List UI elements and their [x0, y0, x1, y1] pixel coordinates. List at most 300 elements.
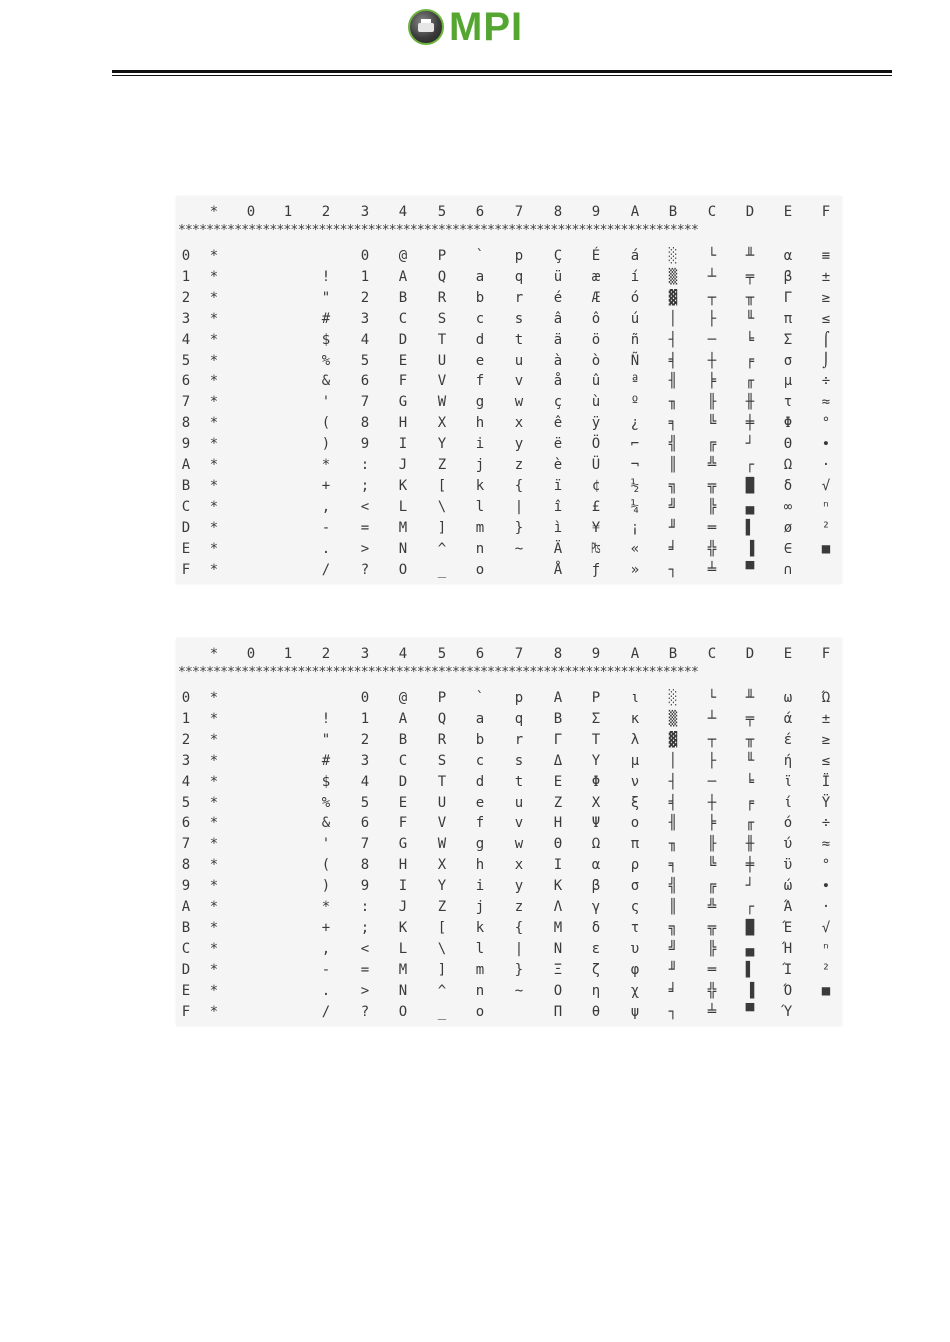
- char-cell: ╘: [745, 331, 755, 348]
- char-cell: º: [630, 394, 640, 411]
- char-cell: ≈: [821, 394, 831, 411]
- char-cell: ρ: [630, 857, 640, 874]
- char-cell: ì: [553, 519, 563, 536]
- char-cell: ╝: [668, 940, 678, 957]
- char-cell: ⁿ: [821, 498, 831, 515]
- char-cell: X: [591, 794, 601, 811]
- char-cell: ╜: [668, 961, 678, 978]
- char-cell: ∙: [821, 878, 831, 895]
- column-header: 9: [591, 204, 601, 220]
- column-header: 8: [553, 204, 563, 220]
- char-cell: g: [475, 394, 485, 411]
- char-cell: ╨: [745, 248, 755, 264]
- char-cell: ⌐: [630, 436, 640, 453]
- char-cell: ½: [630, 477, 640, 494]
- char-cell: _: [437, 561, 447, 578]
- char-cell: ): [321, 436, 331, 453]
- char-cell: -: [321, 961, 331, 978]
- char-cell: k: [475, 919, 485, 936]
- column-header: 3: [360, 646, 370, 662]
- char-cell: *: [209, 794, 219, 811]
- char-cell: Ί: [783, 961, 793, 978]
- char-cell: ö: [591, 331, 601, 348]
- char-cell: ': [321, 836, 331, 853]
- column-header: F: [821, 204, 831, 220]
- char-cell: ╪: [745, 857, 755, 874]
- char-cell: ─: [707, 773, 717, 790]
- char-cell: ô: [591, 310, 601, 327]
- char-cell: X: [437, 415, 447, 432]
- char-cell: Ά: [783, 899, 793, 915]
- column-header: 7: [514, 646, 524, 662]
- char-cell: q: [514, 268, 524, 285]
- column-header: E: [783, 204, 793, 220]
- column-header: 7: [514, 204, 524, 220]
- char-cell: ■: [821, 540, 831, 557]
- char-cell: è: [553, 457, 563, 473]
- char-cell: w: [514, 836, 524, 853]
- column-header: D: [745, 204, 755, 220]
- char-cell: └: [707, 248, 717, 264]
- char-cell: ω: [783, 690, 793, 706]
- char-cell: *: [209, 477, 219, 494]
- char-cell: ú: [630, 310, 640, 327]
- char-cell: y: [514, 878, 524, 895]
- char-cell: é: [553, 289, 563, 306]
- char-cell: !: [321, 710, 331, 727]
- char-cell: o: [630, 815, 640, 832]
- char-cell: E: [398, 794, 408, 811]
- char-cell: 1: [360, 268, 370, 285]
- char-cell: °: [821, 415, 831, 432]
- column-header: C: [707, 204, 717, 220]
- char-cell: Ç: [553, 248, 563, 264]
- char-cell: σ: [783, 352, 793, 369]
- char-cell: N: [398, 540, 408, 557]
- char-cell: ²: [821, 519, 831, 536]
- char-cell: ▀: [745, 561, 755, 578]
- char-cell: ╕: [668, 857, 678, 874]
- char-cell: +: [321, 919, 331, 936]
- char-cell: ┤: [668, 331, 678, 348]
- char-cell: ╧: [707, 561, 717, 578]
- char-cell: J: [398, 899, 408, 915]
- char-cell: P: [437, 248, 447, 264]
- char-cell: ┼: [707, 352, 717, 369]
- char-cell: Å: [553, 561, 563, 578]
- column-header: 6: [475, 204, 485, 220]
- char-cell: ₧: [591, 540, 601, 557]
- char-cell: 2: [360, 289, 370, 306]
- char-cell: *: [209, 857, 219, 874]
- char-cell: ÷: [821, 815, 831, 832]
- char-cell: ┤: [668, 773, 678, 790]
- char-cell: ╠: [707, 498, 717, 515]
- char-cell: F: [398, 815, 408, 832]
- char-cell: 2: [360, 731, 370, 748]
- char-cell: °: [821, 857, 831, 874]
- char-cell: ¬: [630, 457, 640, 473]
- char-cell: √: [821, 919, 831, 936]
- char-cell: -: [321, 519, 331, 536]
- char-cell: K: [398, 477, 408, 494]
- char-cell: e: [475, 352, 485, 369]
- char-cell: ï: [553, 477, 563, 494]
- char-cell: Φ: [591, 773, 601, 790]
- char-cell: ñ: [630, 331, 640, 348]
- char-cell: C: [398, 310, 408, 327]
- char-cell: █: [745, 477, 755, 494]
- char-cell: o: [475, 561, 485, 578]
- char-cell: Ό: [783, 982, 793, 999]
- char-cell: 0: [360, 690, 370, 706]
- char-cell: ώ: [783, 878, 793, 895]
- char-cell: 4: [360, 773, 370, 790]
- char-cell: Ψ: [591, 815, 601, 832]
- char-cell: ╣: [668, 878, 678, 895]
- char-cell: $: [321, 331, 331, 348]
- char-cell: a: [475, 710, 485, 727]
- char-cell: *: [209, 394, 219, 411]
- char-cell: î: [553, 498, 563, 515]
- char-cell: ╬: [707, 982, 717, 999]
- char-cell: χ: [630, 982, 640, 999]
- char-cell: │: [668, 752, 678, 769]
- header-rule-thin: [112, 75, 892, 76]
- char-cell: ü: [553, 268, 563, 285]
- char-cell: j: [475, 899, 485, 915]
- char-cell: â: [553, 310, 563, 327]
- char-cell: L: [398, 940, 408, 957]
- code-page-table-2: [176, 638, 842, 1026]
- char-cell: {: [514, 919, 524, 936]
- column-header: 8: [553, 646, 563, 662]
- char-cell: ¿: [630, 415, 640, 432]
- char-cell: ╛: [668, 982, 678, 999]
- char-cell: ┐: [668, 1003, 678, 1020]
- char-cell: S: [437, 310, 447, 327]
- char-cell: £: [591, 498, 601, 515]
- char-cell: û: [591, 373, 601, 390]
- char-cell: ∙: [821, 436, 831, 453]
- char-cell: ─: [707, 331, 717, 348]
- char-cell: N: [398, 982, 408, 999]
- char-cell: ∞: [783, 498, 793, 515]
- char-cell: ╣: [668, 436, 678, 453]
- header-rule: [112, 70, 892, 73]
- char-cell: ⌠: [821, 331, 831, 348]
- char-cell: ╩: [707, 899, 717, 915]
- char-cell: A: [553, 690, 563, 706]
- char-cell: ╟: [707, 394, 717, 411]
- char-cell: ~: [514, 540, 524, 557]
- char-cell: 7: [360, 836, 370, 853]
- char-cell: ╒: [745, 794, 755, 811]
- char-cell: Π: [553, 1003, 563, 1020]
- char-cell: Z: [437, 457, 447, 473]
- char-cell: ": [321, 731, 331, 748]
- char-cell: W: [437, 394, 447, 411]
- char-cell: ¢: [591, 477, 601, 494]
- char-cell: ╡: [668, 794, 678, 811]
- char-cell: }: [514, 961, 524, 978]
- column-header: 3: [360, 204, 370, 220]
- char-cell: *: [209, 248, 219, 264]
- char-cell: ╛: [668, 540, 678, 557]
- row-header: 2: [181, 289, 191, 306]
- char-cell: ░: [668, 690, 678, 706]
- char-cell: O: [398, 1003, 408, 1020]
- char-cell: ⌡: [821, 352, 831, 369]
- char-cell: ▐: [745, 982, 755, 999]
- row-header: 8: [181, 857, 191, 874]
- char-cell: *: [209, 310, 219, 327]
- char-cell: m: [475, 961, 485, 978]
- char-cell: a: [475, 268, 485, 285]
- char-cell: G: [398, 836, 408, 853]
- char-cell: @: [398, 248, 408, 264]
- char-cell: z: [514, 457, 524, 473]
- char-cell: *: [209, 352, 219, 369]
- char-cell: ╡: [668, 352, 678, 369]
- char-cell: =: [360, 961, 370, 978]
- char-cell: ┴: [707, 710, 717, 727]
- char-cell: \: [437, 940, 447, 957]
- char-cell: i: [475, 878, 485, 895]
- column-header: D: [745, 646, 755, 662]
- char-cell: s: [514, 752, 524, 769]
- char-cell: #: [321, 310, 331, 327]
- char-cell: 6: [360, 815, 370, 832]
- char-cell: ·: [821, 899, 831, 915]
- char-cell: ⁿ: [821, 940, 831, 957]
- char-cell: h: [475, 857, 485, 874]
- char-cell: ν: [630, 773, 640, 790]
- char-cell: g: [475, 836, 485, 853]
- char-cell: R: [437, 731, 447, 748]
- char-cell: ╨: [745, 690, 755, 706]
- char-cell: ,: [321, 940, 331, 957]
- char-cell: O: [553, 982, 563, 999]
- char-cell: ê: [553, 415, 563, 432]
- char-cell: ╫: [745, 836, 755, 853]
- column-header: 0: [246, 646, 256, 662]
- char-cell: ç: [553, 394, 563, 411]
- char-cell: :: [360, 457, 370, 473]
- char-cell: ~: [514, 982, 524, 999]
- char-cell: Έ: [783, 919, 793, 936]
- row-header: E: [181, 982, 191, 999]
- char-cell: Θ: [783, 436, 793, 453]
- char-cell: f: [475, 815, 485, 832]
- char-cell: λ: [630, 731, 640, 748]
- char-cell: ╘: [745, 773, 755, 790]
- char-cell: V: [437, 373, 447, 390]
- char-cell: Y: [591, 752, 601, 769]
- char-cell: M: [398, 961, 408, 978]
- char-cell: ±: [821, 268, 831, 285]
- char-cell: *: [209, 982, 219, 999]
- char-cell: *: [209, 561, 219, 578]
- char-cell: ": [321, 289, 331, 306]
- char-cell: ή: [783, 752, 793, 769]
- char-cell: ┬: [707, 731, 717, 748]
- char-cell: ό: [783, 815, 793, 832]
- char-cell: *: [209, 815, 219, 832]
- char-cell: $: [321, 773, 331, 790]
- char-cell: *: [209, 899, 219, 915]
- char-cell: å: [553, 373, 563, 390]
- separator-line: **************************************************************************: [178, 223, 698, 238]
- char-cell: φ: [630, 961, 640, 978]
- char-cell: @: [398, 690, 408, 706]
- char-cell: η: [591, 982, 601, 999]
- char-cell: τ: [630, 919, 640, 936]
- char-cell: *: [209, 540, 219, 557]
- char-cell: *: [209, 836, 219, 853]
- char-cell: ╥: [745, 731, 755, 748]
- row-header: 7: [181, 836, 191, 853]
- char-cell: ψ: [630, 1003, 640, 1020]
- char-cell: ╚: [707, 415, 717, 432]
- char-cell: ÿ: [591, 415, 601, 432]
- char-cell: G: [398, 394, 408, 411]
- char-cell: v: [514, 815, 524, 832]
- char-cell: ≥: [821, 289, 831, 306]
- char-cell: M: [553, 919, 563, 936]
- char-cell: Θ: [553, 836, 563, 853]
- char-cell: T: [437, 773, 447, 790]
- char-cell: *: [209, 331, 219, 348]
- char-cell: █: [745, 919, 755, 936]
- char-cell: :: [360, 899, 370, 915]
- char-cell: ╜: [668, 519, 678, 536]
- char-cell: δ: [783, 477, 793, 494]
- char-cell: ╬: [707, 540, 717, 557]
- char-cell: ù: [591, 394, 601, 411]
- char-cell: ▌: [745, 519, 755, 536]
- char-cell: ∈: [783, 540, 793, 557]
- char-cell: E: [398, 352, 408, 369]
- char-cell: *: [209, 1003, 219, 1020]
- char-cell: =: [360, 519, 370, 536]
- char-cell: O: [398, 561, 408, 578]
- char-cell: 7: [360, 394, 370, 411]
- char-cell: T: [591, 731, 601, 748]
- code-page-table-1: [176, 196, 842, 584]
- char-cell: U: [437, 352, 447, 369]
- char-cell: Ώ: [821, 690, 831, 706]
- row-header: 3: [181, 310, 191, 327]
- char-cell: h: [475, 415, 485, 432]
- char-cell: *: [209, 940, 219, 957]
- char-cell: V: [437, 815, 447, 832]
- char-cell: ë: [553, 436, 563, 453]
- char-cell: ■: [821, 982, 831, 999]
- char-cell: ╔: [707, 878, 717, 895]
- char-cell: à: [553, 352, 563, 369]
- char-cell: ,: [321, 498, 331, 515]
- char-cell: S: [437, 752, 447, 769]
- char-cell: ί: [783, 794, 793, 811]
- char-cell: ═: [707, 961, 717, 978]
- char-cell: \: [437, 498, 447, 515]
- char-cell: á: [630, 248, 640, 264]
- char-cell: ;: [360, 477, 370, 494]
- char-cell: ├: [707, 752, 717, 769]
- char-cell: ┐: [668, 561, 678, 578]
- char-cell: ▒: [668, 268, 678, 285]
- row-header: 3: [181, 752, 191, 769]
- char-cell: <: [360, 498, 370, 515]
- column-header: 1: [283, 646, 293, 662]
- char-cell: ╦: [707, 477, 717, 494]
- char-cell: │: [668, 310, 678, 327]
- char-cell: ╪: [745, 415, 755, 432]
- char-cell: >: [360, 540, 370, 557]
- char-cell: ╞: [707, 373, 717, 390]
- char-cell: ≈: [821, 836, 831, 853]
- row-header: 6: [181, 815, 191, 832]
- column-header: 5: [437, 646, 447, 662]
- char-cell: t: [514, 331, 524, 348]
- char-cell: ╟: [707, 836, 717, 853]
- char-cell: ▓: [668, 731, 678, 748]
- column-header: 4: [398, 646, 408, 662]
- char-cell: c: [475, 310, 485, 327]
- char-cell: B: [553, 710, 563, 727]
- mpi-logo: [408, 5, 524, 49]
- char-cell: ξ: [630, 794, 640, 811]
- char-cell: *: [209, 690, 219, 706]
- char-cell: Ϊ: [821, 773, 831, 790]
- char-cell: D: [398, 773, 408, 790]
- char-cell: ┘: [745, 878, 755, 895]
- row-header: 0: [181, 248, 191, 264]
- char-cell: 9: [360, 878, 370, 895]
- row-header: 6: [181, 373, 191, 390]
- char-cell: Z: [437, 899, 447, 915]
- char-cell: .: [321, 540, 331, 557]
- row-header: 1: [181, 268, 191, 285]
- char-cell: +: [321, 477, 331, 494]
- column-header: B: [668, 204, 678, 220]
- char-cell: ╖: [668, 836, 678, 853]
- char-cell: P: [591, 690, 601, 706]
- char-cell: p: [514, 690, 524, 706]
- char-cell: t: [514, 773, 524, 790]
- char-cell: v: [514, 373, 524, 390]
- char-cell: J: [398, 457, 408, 473]
- char-cell: q: [514, 710, 524, 727]
- char-cell: F: [398, 373, 408, 390]
- char-cell: &: [321, 815, 331, 832]
- char-cell: υ: [630, 940, 640, 957]
- char-cell: .: [321, 982, 331, 999]
- row-header: 0: [181, 690, 191, 706]
- char-cell: *: [209, 373, 219, 390]
- char-cell: <: [360, 940, 370, 957]
- char-cell: ø: [783, 519, 793, 536]
- char-cell: ├: [707, 310, 717, 327]
- char-cell: ': [321, 394, 331, 411]
- char-cell: 4: [360, 331, 370, 348]
- char-cell: &: [321, 373, 331, 390]
- char-cell: *: [209, 919, 219, 936]
- char-cell: A: [398, 710, 408, 727]
- char-cell: |: [514, 498, 524, 515]
- char-cell: ]: [437, 961, 447, 978]
